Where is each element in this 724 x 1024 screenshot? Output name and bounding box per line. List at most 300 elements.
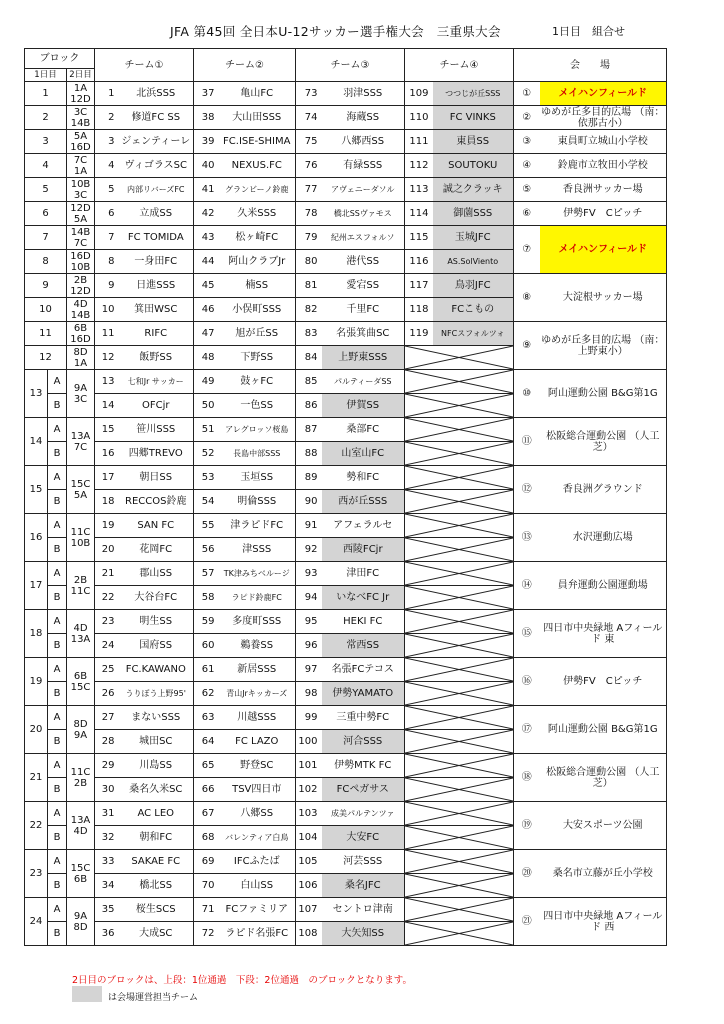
sub-block-label: A — [48, 370, 67, 394]
team-number: 64 — [194, 730, 219, 754]
team-name: 港代SS — [322, 250, 405, 274]
team-number: 46 — [194, 298, 219, 322]
day2-block — [67, 154, 95, 178]
team-name: FC.ISE-SHIMA — [219, 130, 296, 154]
table-row — [25, 130, 667, 154]
team-name: ヴィゴラスSC — [119, 154, 194, 178]
table-row — [25, 418, 667, 442]
empty-cross-icon — [405, 610, 513, 633]
team-number: 22 — [95, 586, 119, 610]
team-name: 鳥羽JFC — [433, 274, 514, 298]
team-number: 118 — [405, 298, 433, 322]
sub-block-label: B — [48, 394, 67, 418]
day2-block — [67, 370, 95, 418]
empty-slot — [405, 634, 514, 658]
team-name: 青山Jrキッカーズ — [219, 682, 296, 706]
empty-slot — [405, 490, 514, 514]
team-number: 88 — [296, 442, 322, 466]
venue-number: ⑲ — [514, 802, 540, 850]
team-name: 海蔵SS — [322, 106, 405, 130]
block-number: 6 — [25, 202, 67, 226]
team-number: 60 — [194, 634, 219, 658]
team-name: まないSSS — [119, 706, 194, 730]
empty-cross-icon — [405, 634, 513, 657]
team-name: アフェラルセ — [322, 514, 405, 538]
empty-slot — [405, 610, 514, 634]
day2-block — [67, 82, 95, 106]
team-name: 朝和FC — [119, 826, 194, 850]
venue-name: 香良洲グラウンド — [540, 466, 667, 514]
table-row — [25, 226, 667, 250]
team-number: 41 — [194, 178, 219, 202]
block-number: 3 — [25, 130, 67, 154]
team-number: 8 — [95, 250, 119, 274]
empty-cross-icon — [405, 778, 513, 801]
team-name: 大矢知SS — [322, 922, 405, 946]
team-number: 57 — [194, 562, 219, 586]
team-number: 27 — [95, 706, 119, 730]
team-name: 亀山FC — [219, 82, 296, 106]
team-number: 15 — [95, 418, 119, 442]
empty-slot — [405, 562, 514, 586]
day2-block — [67, 298, 95, 322]
day2-block-code: 9A — [73, 382, 88, 394]
venue-name: 水沢運動広場 — [540, 514, 667, 562]
day2-block-code: 13A — [70, 430, 91, 442]
empty-slot — [405, 730, 514, 754]
empty-cross-icon — [405, 370, 513, 393]
team-number: 50 — [194, 394, 219, 418]
team-name: 楠SS — [219, 274, 296, 298]
team-name: AC LEO — [119, 802, 194, 826]
venue-number: ⑯ — [514, 658, 540, 706]
table-row — [25, 154, 667, 178]
day1-header: 1日目 — [25, 69, 67, 82]
team-name: SAN FC — [119, 514, 194, 538]
team-name: 国府SS — [119, 634, 194, 658]
empty-cross-icon — [405, 466, 513, 489]
team-name: SAKAE FC — [119, 850, 194, 874]
team-name: 桑部FC — [322, 418, 405, 442]
empty-slot — [405, 754, 514, 778]
empty-cross-icon — [405, 706, 513, 729]
table-row — [25, 658, 667, 682]
team-number: 107 — [296, 898, 322, 922]
team-number: 79 — [296, 226, 322, 250]
team-name: OFCjr — [119, 394, 194, 418]
day2-block-code: 16D — [70, 250, 91, 262]
empty-slot — [405, 898, 514, 922]
venue-number: ⑮ — [514, 610, 540, 658]
team4-header: チーム④ — [405, 49, 514, 82]
team-name: 三重中勢FC — [322, 706, 405, 730]
team-name: 玉垣SS — [219, 466, 296, 490]
team-name: 小俣町SSS — [219, 298, 296, 322]
venue-number: ⑦ — [514, 226, 540, 274]
team-name: 旭が丘SS — [219, 322, 296, 346]
sub-block-label: B — [48, 874, 67, 898]
empty-slot — [405, 850, 514, 874]
team-number: 59 — [194, 610, 219, 634]
team-name: 東員SS — [433, 130, 514, 154]
sub-block-label: A — [48, 754, 67, 778]
team-number: 54 — [194, 490, 219, 514]
team-number: 23 — [95, 610, 119, 634]
empty-slot — [405, 586, 514, 610]
team-name: アレグロッソ桜島 — [219, 418, 296, 442]
table-row — [25, 322, 667, 346]
team-name: 橋北SS — [119, 874, 194, 898]
block-number: 24 — [25, 898, 48, 946]
team-name: TSV四日市 — [219, 778, 296, 802]
team-name: 鵜養SS — [219, 634, 296, 658]
sub-block-label: B — [48, 730, 67, 754]
table-row — [25, 106, 667, 130]
team-number: 56 — [194, 538, 219, 562]
team-number: 35 — [95, 898, 119, 922]
team-number: 99 — [296, 706, 322, 730]
team-name: 伊勢MTK FC — [322, 754, 405, 778]
team-number: 21 — [95, 562, 119, 586]
venue-number: ③ — [514, 130, 540, 154]
empty-slot — [405, 826, 514, 850]
team-number: 74 — [296, 106, 322, 130]
venue-name: 大安スポーツ公園 — [540, 802, 667, 850]
table-row — [25, 706, 667, 730]
venue-number: ㉑ — [514, 898, 540, 946]
day2-block — [67, 226, 95, 250]
team-name: FC LAZO — [219, 730, 296, 754]
day2-block-code: 1A — [73, 165, 88, 177]
venue-name: ゆめが丘多目的広場 （南：依那古小） — [540, 106, 667, 130]
team-number: 29 — [95, 754, 119, 778]
sub-block-label: B — [48, 586, 67, 610]
venue-name: 松阪総合運動公園 （人工芝） — [540, 418, 667, 466]
day2-block-code: 10B — [70, 537, 91, 549]
team-name: 明倫SSS — [219, 490, 296, 514]
day2-block-code: 12D — [70, 285, 91, 297]
day2-block-code: 5A — [73, 489, 88, 501]
venue-number: ⑳ — [514, 850, 540, 898]
table-row — [25, 82, 667, 106]
sub-block-label: A — [48, 466, 67, 490]
team-name: 愛宕SS — [322, 274, 405, 298]
team-number: 97 — [296, 658, 322, 682]
team-number: 49 — [194, 370, 219, 394]
empty-slot — [405, 370, 514, 394]
team-number: 55 — [194, 514, 219, 538]
team-name: 伊勢YAMATO — [322, 682, 405, 706]
empty-cross-icon — [405, 346, 513, 369]
team-number: 3 — [95, 130, 119, 154]
team-name: 朝日SS — [119, 466, 194, 490]
team-name: 城田SC — [119, 730, 194, 754]
team-name: 西陵FCjr — [322, 538, 405, 562]
table-row — [25, 850, 667, 874]
day2-block — [67, 106, 95, 130]
day2-block — [67, 562, 95, 610]
day2-block-code: 6B — [73, 873, 88, 885]
empty-cross-icon — [405, 826, 513, 849]
empty-slot — [405, 922, 514, 946]
team-name: 久米SSS — [219, 202, 296, 226]
team-name: 立成SS — [119, 202, 194, 226]
team3-header: チーム③ — [296, 49, 405, 82]
block-number: 1 — [25, 82, 67, 106]
team-name: 上野東SSS — [322, 346, 405, 370]
day2-block-code: 2B — [73, 777, 88, 789]
team-number: 104 — [296, 826, 322, 850]
sub-block-label: B — [48, 634, 67, 658]
team-number: 85 — [296, 370, 322, 394]
team-name: つつじが丘SSS — [433, 82, 514, 106]
day2-block-code: 6B — [73, 322, 88, 334]
day2-block-code: 6B — [73, 670, 88, 682]
table-row — [25, 802, 667, 826]
team-name: 桑名久米SC — [119, 778, 194, 802]
team-number: 86 — [296, 394, 322, 418]
title-bar — [0, 22, 724, 42]
team-name: パルティーダSS — [322, 370, 405, 394]
team-name: うりぼう上野95' — [119, 682, 194, 706]
block-number: 2 — [25, 106, 67, 130]
day2-block-code: 9A — [73, 729, 88, 741]
team-number: 48 — [194, 346, 219, 370]
team-number: 98 — [296, 682, 322, 706]
team-name: 桑名JFC — [322, 874, 405, 898]
team-number: 36 — [95, 922, 119, 946]
team-name: 阿山クラブJr — [219, 250, 296, 274]
day2-block-code: 8D — [73, 921, 88, 933]
team-name: 鼓ヶFC — [219, 370, 296, 394]
venue-name: 大淀根サッカー場 — [540, 274, 667, 322]
day2-block-code: 14B — [70, 117, 91, 129]
team-number: 43 — [194, 226, 219, 250]
team-name: 津田FC — [322, 562, 405, 586]
team-name: SOUTOKU — [433, 154, 514, 178]
empty-slot — [405, 682, 514, 706]
day2-block-code: 9A — [73, 910, 88, 922]
block-number: 14 — [25, 418, 48, 466]
team-name: 郡山SS — [119, 562, 194, 586]
team-name: 八郷西SS — [322, 130, 405, 154]
day2-block-code: 2B — [73, 274, 88, 286]
venue-number: ⑫ — [514, 466, 540, 514]
venue-number: ⑪ — [514, 418, 540, 466]
team-name: 名張FCテコス — [322, 658, 405, 682]
venue-name: 香良洲サッカー場 — [540, 178, 667, 202]
document-title: JFA 第45回 全日本U-12サッカー選手権大会 三重県大会 — [170, 24, 501, 39]
day2-block-code: 15C — [70, 681, 91, 693]
team-name: FCこもの — [433, 298, 514, 322]
empty-slot — [405, 394, 514, 418]
block-header: ブロック — [25, 49, 95, 69]
team-name: 飯野SS — [119, 346, 194, 370]
table-row — [25, 178, 667, 202]
empty-slot — [405, 514, 514, 538]
team-number: 72 — [194, 922, 219, 946]
team-number: 33 — [95, 850, 119, 874]
team-number: 53 — [194, 466, 219, 490]
team-number: 61 — [194, 658, 219, 682]
team-number: 18 — [95, 490, 119, 514]
team-number: 75 — [296, 130, 322, 154]
day2-block-code: 4D — [73, 622, 88, 634]
empty-slot — [405, 442, 514, 466]
empty-cross-icon — [405, 802, 513, 825]
day2-block — [67, 178, 95, 202]
team-number: 11 — [95, 322, 119, 346]
team-number: 115 — [405, 226, 433, 250]
sub-block-label: B — [48, 442, 67, 466]
team-number: 10 — [95, 298, 119, 322]
day2-block-code: 7C — [73, 154, 88, 166]
day2-block-code: 5A — [73, 213, 88, 225]
day2-block-code: 13A — [70, 814, 91, 826]
venue-name: 四日市中央緑地 Aフィールド 東 — [540, 610, 667, 658]
team-name: FCペガサス — [322, 778, 405, 802]
team-name: 多度町SSS — [219, 610, 296, 634]
team-number: 110 — [405, 106, 433, 130]
team-number: 71 — [194, 898, 219, 922]
team-name: 山室山FC — [322, 442, 405, 466]
day2-block-code: 7C — [73, 441, 88, 453]
empty-cross-icon — [405, 442, 513, 465]
team-number: 26 — [95, 682, 119, 706]
day2-block — [67, 418, 95, 466]
venue-name: ゆめが丘多目的広場 （南：上野東小） — [540, 322, 667, 370]
sub-block-label: A — [48, 706, 67, 730]
team-number: 47 — [194, 322, 219, 346]
team-name: 御薗SSS — [433, 202, 514, 226]
empty-slot — [405, 418, 514, 442]
team-number: 17 — [95, 466, 119, 490]
venue-name: メイハンフィールド — [540, 226, 667, 274]
team-number: 65 — [194, 754, 219, 778]
day2-block-code: 8D — [73, 346, 88, 358]
team-name: RIFC — [119, 322, 194, 346]
day2-block-code: 3C — [73, 189, 88, 201]
venue-number: ⑬ — [514, 514, 540, 562]
venue-number: ① — [514, 82, 540, 106]
venue-number: ⑨ — [514, 322, 540, 370]
empty-cross-icon — [405, 754, 513, 777]
team-number: 91 — [296, 514, 322, 538]
team-name: 大成SC — [119, 922, 194, 946]
team-number: 1 — [95, 82, 119, 106]
empty-cross-icon — [405, 418, 513, 441]
team-name: FC.KAWANO — [119, 658, 194, 682]
sub-block-label: B — [48, 922, 67, 946]
empty-slot — [405, 778, 514, 802]
block-number: 8 — [25, 250, 67, 274]
sub-block-label: B — [48, 490, 67, 514]
venue-name: 阿山運動公園 B&G第1G — [540, 370, 667, 418]
team-name: AS.SolViento — [433, 250, 514, 274]
team-number: 76 — [296, 154, 322, 178]
team-name: 一身田FC — [119, 250, 194, 274]
team-number: 89 — [296, 466, 322, 490]
empty-slot — [405, 658, 514, 682]
day2-block-code: 1A — [73, 82, 88, 94]
team-name: FC TOMIDA — [119, 226, 194, 250]
team-name: ラピド名張FC — [219, 922, 296, 946]
team-number: 114 — [405, 202, 433, 226]
team-number: 90 — [296, 490, 322, 514]
team-number: 108 — [296, 922, 322, 946]
empty-cross-icon — [405, 682, 513, 705]
team1-header: チーム① — [95, 49, 194, 82]
day2-block-code: 10B — [70, 261, 91, 273]
team-number: 13 — [95, 370, 119, 394]
team-number: 44 — [194, 250, 219, 274]
block-number: 20 — [25, 706, 48, 754]
team-number: 109 — [405, 82, 433, 106]
team-number: 77 — [296, 178, 322, 202]
empty-slot — [405, 346, 514, 370]
empty-cross-icon — [405, 658, 513, 681]
team-name: バレンティア白鳥 — [219, 826, 296, 850]
team-name: 有緑SSS — [322, 154, 405, 178]
team-name: 新居SSS — [219, 658, 296, 682]
block-number: 4 — [25, 154, 67, 178]
empty-cross-icon — [405, 394, 513, 417]
team-name: IFCふたば — [219, 850, 296, 874]
block-number: 5 — [25, 178, 67, 202]
team-number: 93 — [296, 562, 322, 586]
venue-number: ⑩ — [514, 370, 540, 418]
day2-block-code: 11C — [70, 766, 91, 778]
day2-block-code: 12D — [70, 93, 91, 105]
team-number: 100 — [296, 730, 322, 754]
team-number: 40 — [194, 154, 219, 178]
day2-block — [67, 250, 95, 274]
venue-name: 伊勢FV Cピッチ — [540, 202, 667, 226]
team-number: 80 — [296, 250, 322, 274]
team-number: 96 — [296, 634, 322, 658]
team-name: 笹川SSS — [119, 418, 194, 442]
team-number: 103 — [296, 802, 322, 826]
table-row — [25, 754, 667, 778]
team-name: 羽津SSS — [322, 82, 405, 106]
team-number: 31 — [95, 802, 119, 826]
team-name: アヴェニーダソル — [322, 178, 405, 202]
team-number: 112 — [405, 154, 433, 178]
team-name: 西が丘SSS — [322, 490, 405, 514]
day2-block — [67, 658, 95, 706]
venue-name: メイハンフィールド — [540, 82, 667, 106]
block-number: 13 — [25, 370, 48, 418]
empty-cross-icon — [405, 538, 513, 561]
empty-slot — [405, 466, 514, 490]
day2-block-code: 15C — [70, 478, 91, 490]
day2-block-code: 16D — [70, 333, 91, 345]
day2-block — [67, 610, 95, 658]
sub-block-label: B — [48, 826, 67, 850]
day2-block — [67, 322, 95, 346]
day2-block-code: 8D — [73, 718, 88, 730]
table-row — [25, 274, 667, 298]
sub-block-label: A — [48, 418, 67, 442]
day2-block-code: 7C — [73, 237, 88, 249]
sub-block-label: A — [48, 514, 67, 538]
team-name: 花岡FC — [119, 538, 194, 562]
team-name: 名張箕曲SC — [322, 322, 405, 346]
sub-block-label: B — [48, 682, 67, 706]
empty-cross-icon — [405, 586, 513, 609]
team-name: 四郷TREVO — [119, 442, 194, 466]
team-name: いなべFC Jr — [322, 586, 405, 610]
